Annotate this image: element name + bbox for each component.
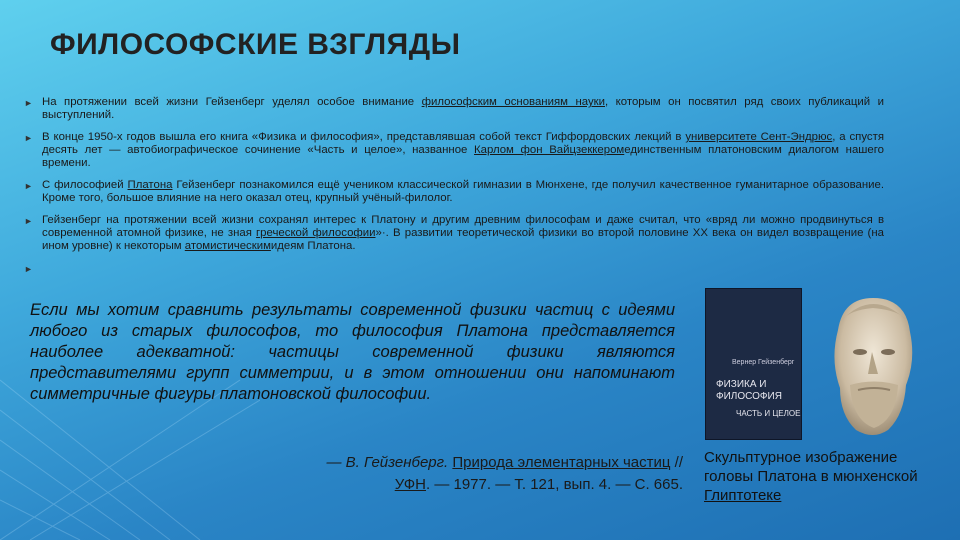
bullet-arrow-icon: ► [24,216,33,226]
book-cover-image [705,288,802,440]
book-title: ФИЗИКА И ФИЛОСОФИЯ [716,379,782,402]
link-atomism[interactable]: атомистическим [184,240,271,252]
link-plato[interactable]: Платона [127,179,173,191]
link-glyptothek[interactable]: Глиптотеке [704,487,782,504]
bullet-item: ► С философией Платона Гейзенберг познакомился ещё учеником классической гимназии в Мюнхене, где получил качественное гуманитарное образование. Кроме того, большое влияние на него оказал отец, крупный учёный-филолог. [24,179,884,204]
link-philosophy-of-science[interactable]: философским основаниям науки [421,96,605,108]
bullet-list [22,96,884,284]
bullet-item: ► На протяжении всей жизни Гейзенберг уделял особое внимание философским основаниям науки, которым он посвятил ряд своих публикаций и выступлений. [24,96,884,121]
bullet-arrow-icon: ► [24,133,33,143]
bullet-item: ► В конце 1950-х годов вышла его книга «Физика и философия», представлявшая собой текст Гиффордовских лекций в университете Сент-Эндрюс, а спустя десять лет — автобиографическое сочинение «Часть и целое», названное Карлом фон Вайцзеккеромединственным платоновским диалогом нашего времени. [24,131,884,169]
bullet-arrow-icon: ► [24,264,33,274]
link-weizsacker[interactable]: Карлом фон Вайцзеккером [474,144,625,156]
bullet-arrow-icon: ► [24,98,33,108]
bullet-item-empty [22,262,884,275]
link-st-andrews[interactable]: университете Сент-Эндрюс [685,131,833,143]
bullet-item: ► Гейзенберг на протяжении всей жизни сохранял интерес к Платону и другим древним философам и даже считал, что «вряд ли можно продвинуться в современной атомной физике, не зная греческой философии»·. В развитии теоретической физики во второй половине XX века он видел возвращение (на ином уровне) к некоторым атомистическимидеям Платона. [24,214,884,252]
book-subtitle: ЧАСТЬ И ЦЕЛОЕ [736,409,801,418]
image-caption: Скульптурное изображение головы Платона в мюнхенской Глиптотеке [704,449,918,504]
link-article[interactable]: Природа элементарных частиц [452,454,671,471]
quote-source: — В. Гейзенберг. Природа элементарных частиц // УФН. — 1977. — Т. 121, вып. 4. — С. 665. [326,454,683,493]
heisenberg-quote: Если мы хотим сравнить результаты современной физики частиц с идеями любого из старых философов, то философия Платона представляется наиболее адекватной: частицы современной физики являются представителями групп симметрии, и в этом отношении они напоминают симметричные фигуры платоновской философии. [30,301,675,403]
book-author: Вернер Гейзенберг [732,359,795,366]
bullet-arrow-icon: ► [24,181,33,191]
link-greek-philosophy[interactable]: греческой философии [256,227,376,239]
slide-title: ФИЛОСОФСКИЕ ВЗГЛЯДЫ [50,28,461,61]
link-ufn[interactable]: УФН [394,476,426,493]
plato-bust-image [808,290,938,440]
